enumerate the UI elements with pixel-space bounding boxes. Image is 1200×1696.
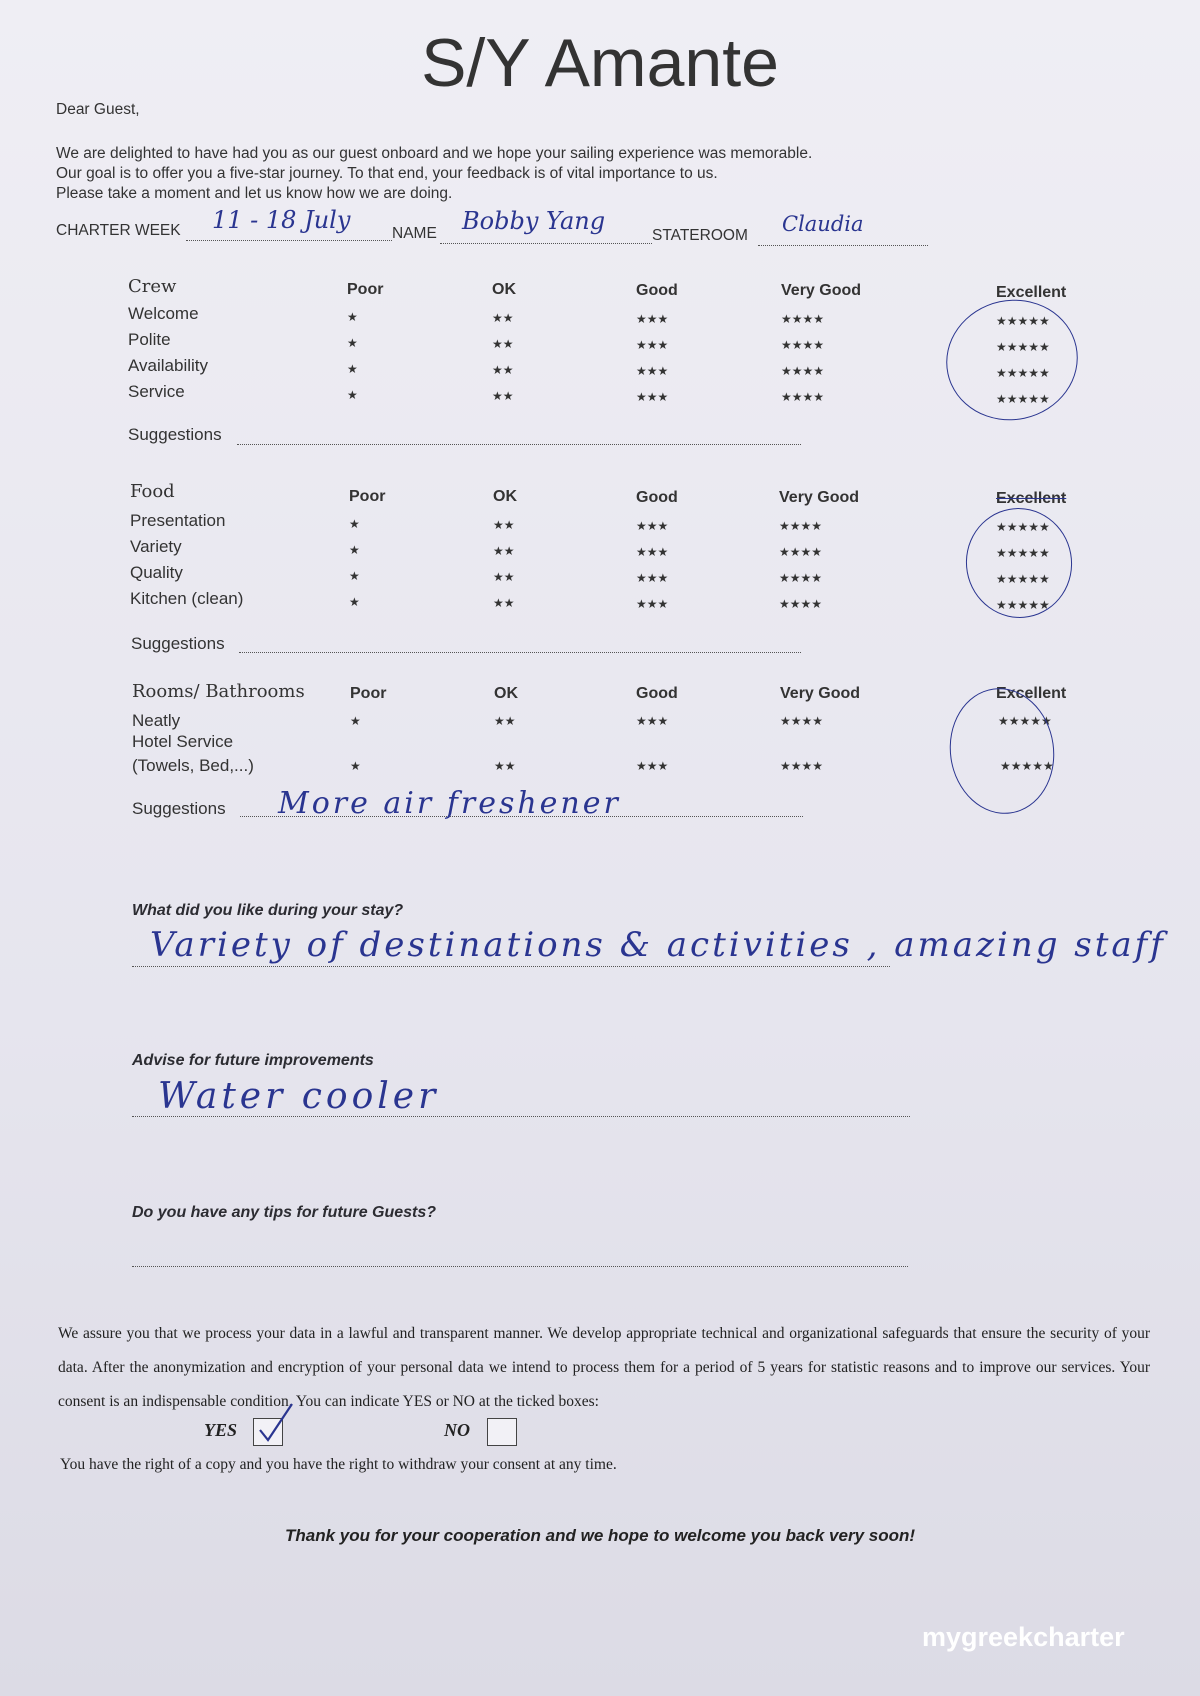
charter-week-label: CHARTER WEEK bbox=[56, 222, 181, 239]
greeting: Dear Guest, bbox=[56, 101, 140, 118]
crew-header-very-good: Very Good bbox=[781, 282, 862, 299]
rooms-header-ok: OK bbox=[494, 685, 518, 702]
food-excellent-circle bbox=[957, 500, 1080, 627]
rooms-suggestion-value[interactable]: More air freshener bbox=[278, 786, 621, 821]
crew-polite-star-3[interactable]: ★★★ bbox=[636, 338, 669, 352]
improve-answer[interactable]: Water cooler bbox=[158, 1076, 440, 1117]
food-row-presentation: Presentation bbox=[130, 511, 226, 530]
rooms-row-neatly: Neatly bbox=[132, 711, 181, 730]
rooms-hotel-star-5[interactable]: ★★★★★ bbox=[1000, 759, 1054, 773]
crew-row-polite: Polite bbox=[128, 330, 171, 349]
food-header-ok: OK bbox=[493, 488, 517, 505]
rooms-suggestions-label: Suggestions bbox=[132, 799, 226, 818]
food-quality-star-2[interactable]: ★★ bbox=[493, 570, 515, 584]
crew-polite-star-1[interactable]: ★ bbox=[347, 336, 358, 350]
crew-welcome-star-4[interactable]: ★★★★ bbox=[781, 312, 825, 326]
crew-polite-star-5[interactable]: ★★★★★ bbox=[996, 340, 1050, 354]
name-label: NAME bbox=[392, 225, 437, 242]
food-variety-star-1[interactable]: ★ bbox=[349, 543, 360, 557]
rooms-hotel-star-2[interactable]: ★★ bbox=[494, 759, 516, 773]
name-line bbox=[440, 243, 652, 244]
section-food-title: Food bbox=[130, 481, 175, 502]
page-title: S/Y Amante bbox=[421, 25, 779, 101]
crew-welcome-star-3[interactable]: ★★★ bbox=[636, 312, 669, 326]
crew-service-star-5[interactable]: ★★★★★ bbox=[996, 392, 1050, 406]
rooms-neatly-star-1[interactable]: ★ bbox=[350, 714, 361, 728]
food-kitchen-star-2[interactable]: ★★ bbox=[493, 596, 515, 610]
crew-service-star-3[interactable]: ★★★ bbox=[636, 390, 669, 404]
food-kitchen-star-5[interactable]: ★★★★★ bbox=[996, 598, 1050, 612]
watermark-logo: mygreekcharter bbox=[922, 1622, 1125, 1652]
crew-service-star-4[interactable]: ★★★★ bbox=[781, 390, 825, 404]
crew-row-availability: Availability bbox=[128, 356, 209, 375]
food-kitchen-star-1[interactable]: ★ bbox=[349, 595, 360, 609]
food-presentation-star-2[interactable]: ★★ bbox=[493, 518, 515, 532]
crew-header-good: Good bbox=[636, 282, 678, 299]
food-quality-star-3[interactable]: ★★★ bbox=[636, 571, 669, 585]
crew-suggestions-label: Suggestions bbox=[128, 425, 222, 444]
name-value[interactable]: Bobby Yang bbox=[462, 207, 606, 235]
tips-question: Do you have any tips for future Guests? bbox=[132, 1204, 437, 1221]
rooms-neatly-star-2[interactable]: ★★ bbox=[494, 714, 516, 728]
food-variety-star-5[interactable]: ★★★★★ bbox=[996, 546, 1050, 560]
intro-line-3: Please take a moment and let us know how we are doing. bbox=[56, 185, 453, 202]
rooms-header-excellent: Excellent bbox=[996, 685, 1067, 702]
food-presentation-star-3[interactable]: ★★★ bbox=[636, 519, 669, 533]
charter-week-line bbox=[186, 240, 392, 241]
rooms-neatly-star-3[interactable]: ★★★ bbox=[636, 714, 669, 728]
crew-polite-star-4[interactable]: ★★★★ bbox=[781, 338, 825, 352]
section-rooms-title: Rooms/ Bathrooms bbox=[132, 681, 305, 702]
stateroom-line bbox=[758, 245, 928, 246]
stateroom-label: STATEROOM bbox=[652, 227, 748, 244]
crew-excellent-circle bbox=[935, 288, 1089, 433]
food-variety-star-4[interactable]: ★★★★ bbox=[779, 545, 823, 559]
food-row-kitchen: Kitchen (clean) bbox=[130, 589, 244, 608]
food-suggestions-label: Suggestions bbox=[131, 634, 225, 653]
food-header-excellent: Excellent bbox=[996, 490, 1067, 507]
improve-question: Advise for future improvements bbox=[132, 1052, 374, 1069]
food-presentation-star-5[interactable]: ★★★★★ bbox=[996, 520, 1050, 534]
crew-service-star-1[interactable]: ★ bbox=[347, 388, 358, 402]
consent-text: We assure you that we process your data in a lawful and transparent manner. We develop appropriate technical and organizational safeguards that ensure the security of your data. After the anonymization and encryption of your personal data we intend to process them for a period of 5 years for statistic reasons and to improve our services. Your consent is an indispensable condition. You can indicate YES or NO at the ticked boxes: bbox=[58, 1325, 1150, 1410]
food-header-poor: Poor bbox=[349, 488, 386, 505]
crew-suggestions-line[interactable] bbox=[237, 444, 801, 445]
crew-polite-star-2[interactable]: ★★ bbox=[492, 337, 514, 351]
rooms-neatly-star-4[interactable]: ★★★★ bbox=[780, 714, 824, 728]
food-kitchen-star-3[interactable]: ★★★ bbox=[636, 597, 669, 611]
food-quality-star-1[interactable]: ★ bbox=[349, 569, 360, 583]
intro-line-2: Our goal is to offer you a five-star journey. To that end, your feedback is of vital importance to us. bbox=[56, 165, 718, 182]
closing-text: Thank you for your cooperation and we hope to welcome you back very soon! bbox=[284, 1526, 916, 1545]
crew-welcome-star-1[interactable]: ★ bbox=[347, 310, 358, 324]
rooms-row-hotel-service: Hotel Service bbox=[132, 732, 234, 751]
intro-line-1: We are delighted to have had you as our guest onboard and we hope your sailing experience was memorable. bbox=[56, 145, 813, 162]
crew-header-poor: Poor bbox=[347, 281, 384, 298]
consent-no-checkbox[interactable] bbox=[487, 1418, 517, 1446]
food-variety-star-3[interactable]: ★★★ bbox=[636, 545, 669, 559]
section-crew-title: Crew bbox=[128, 276, 177, 297]
rooms-row-towels-bed: (Towels, Bed,...) bbox=[132, 756, 254, 775]
crew-welcome-star-5[interactable]: ★★★★★ bbox=[996, 314, 1050, 328]
crew-availability-star-4[interactable]: ★★★★ bbox=[781, 364, 825, 378]
liked-answer[interactable]: Variety of destinations & activities , amazing staff bbox=[150, 925, 1166, 965]
food-quality-star-5[interactable]: ★★★★★ bbox=[996, 572, 1050, 586]
food-quality-star-4[interactable]: ★★★★ bbox=[779, 571, 823, 585]
crew-header-ok: OK bbox=[492, 281, 516, 298]
rooms-header-poor: Poor bbox=[350, 685, 387, 702]
crew-header-excellent: Excellent bbox=[996, 284, 1067, 301]
charter-week-value[interactable]: 11 - 18 July bbox=[212, 206, 351, 234]
rooms-header-very-good: Very Good bbox=[780, 685, 861, 702]
check-mark-icon bbox=[252, 1398, 302, 1448]
crew-row-service: Service bbox=[128, 382, 185, 401]
food-kitchen-star-4[interactable]: ★★★★ bbox=[779, 597, 823, 611]
consent-yes-label: YES bbox=[204, 1420, 238, 1440]
crew-row-welcome: Welcome bbox=[128, 304, 199, 323]
crew-welcome-star-2[interactable]: ★★ bbox=[492, 311, 514, 325]
rooms-hotel-star-4[interactable]: ★★★★ bbox=[780, 759, 824, 773]
crew-availability-star-3[interactable]: ★★★ bbox=[636, 364, 669, 378]
food-presentation-star-1[interactable]: ★ bbox=[349, 517, 360, 531]
food-presentation-star-4[interactable]: ★★★★ bbox=[779, 519, 823, 533]
food-variety-star-2[interactable]: ★★ bbox=[493, 544, 515, 558]
crew-availability-star-2[interactable]: ★★ bbox=[492, 363, 514, 377]
food-header-very-good: Very Good bbox=[779, 489, 860, 506]
rooms-header-good: Good bbox=[636, 685, 678, 702]
food-row-quality: Quality bbox=[130, 563, 183, 582]
rooms-hotel-star-1[interactable]: ★ bbox=[350, 759, 361, 773]
stateroom-value[interactable]: Claudia bbox=[782, 212, 864, 236]
crew-availability-star-1[interactable]: ★ bbox=[347, 362, 358, 376]
liked-question: What did you like during your stay? bbox=[132, 902, 404, 919]
food-suggestions-line[interactable] bbox=[239, 652, 801, 653]
rooms-neatly-star-5[interactable]: ★★★★★ bbox=[998, 714, 1052, 728]
food-row-variety: Variety bbox=[130, 537, 182, 556]
rooms-hotel-star-3[interactable]: ★★★ bbox=[636, 759, 669, 773]
food-header-good: Good bbox=[636, 489, 678, 506]
consent-no-label: NO bbox=[444, 1420, 470, 1440]
rights-text: You have the right of a copy and you have the right to withdraw your consent at any time. bbox=[60, 1456, 617, 1473]
tips-answer-line[interactable] bbox=[132, 1266, 908, 1267]
crew-service-star-2[interactable]: ★★ bbox=[492, 389, 514, 403]
liked-answer-line bbox=[132, 966, 890, 967]
crew-availability-star-5[interactable]: ★★★★★ bbox=[996, 366, 1050, 380]
